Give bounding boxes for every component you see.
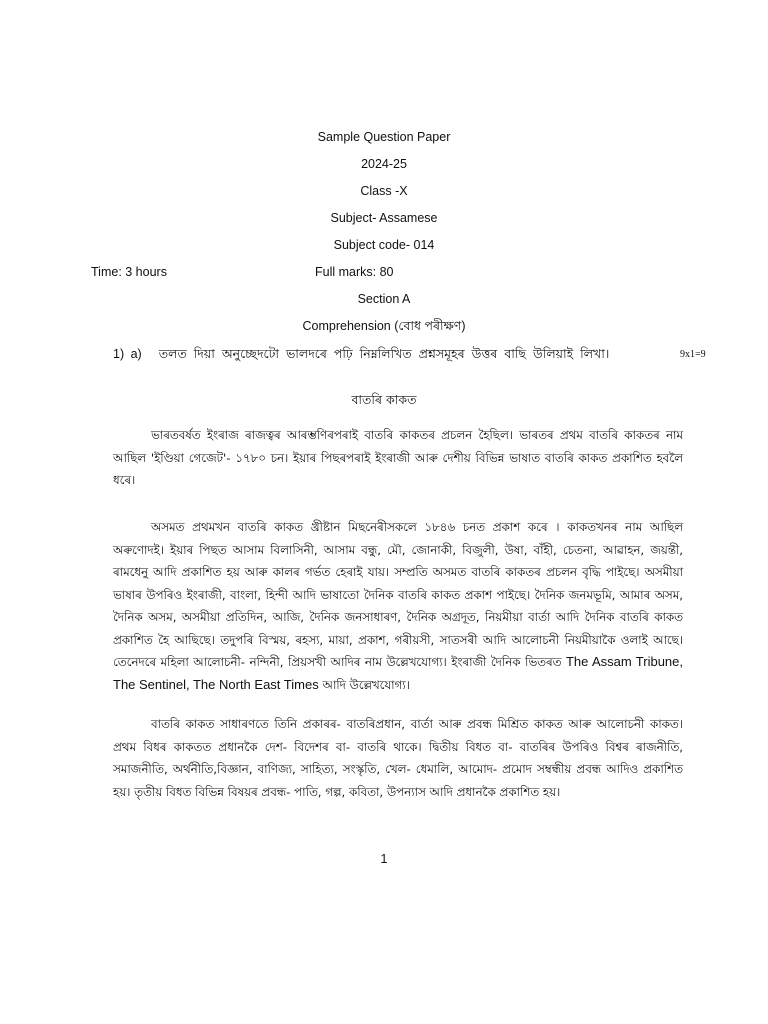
question-text: তলত দিয়া অনুচ্ছেদটো ভালদৰে পঢ়ি নিম্নলিখিত প্ৰশ্নসমূহৰ উত্তৰ বাছি উলিয়াই লিখা।: [158, 346, 610, 361]
paper-subject-code: Subject code- 014: [333, 238, 435, 252]
paragraph-2-ending: আদি উল্লেখযোগ্য।: [322, 677, 410, 692]
english-newspapers: The Assam Tribune, The Sentinel, The North East Times: [113, 654, 683, 692]
passage-paragraph-3: বাতৰি কাকত সাধাৰণতে তিনি প্ৰকাৰৰ- বাতৰিপ্ৰধান, বাৰ্তা আৰু প্ৰবন্ধ মিশ্ৰিত কাকত আৰু আলোচনী কাকত। প্ৰথম বিধৰ কাকতত প্ৰধানকৈ দেশ- বিদেশৰ বা- বাতৰি থাকে। দ্বিতীয় বিধত বা- বাতৰিৰ উপৰিও বিশ্বৰ ৰাজনীতি, সমাজনীতি, অৰ্থনীতি,বিজ্ঞান, বাণিজ্য, সাহিত্য, সংস্কৃতি, খেল- ধেমালি, আমোদ- প্ৰমোদ সম্বন্ধীয় প্ৰবন্ধ আদিও প্ৰকাশিত হয়। তৃতীয় বিধত বিভিন্ন বিষয়ৰ প্ৰবন্ধ- পাতি, গল্প, কবিতা, উপন্যাস আদি প্ৰধানকৈ প্ৰকাশিত হয়।: [113, 717, 683, 799]
question-number: 1) a): [113, 347, 142, 361]
paragraph-2-text: অসমত প্ৰথমখন বাতৰি কাকত খ্ৰীষ্টান মিছনেৰীসকলে ১৮৪৬ চনত প্ৰকাশ কৰে । কাকতখনৰ নাম আছিল অৰুণোদই। ইয়াৰ পিছত আসাম বিলাসিনী, আসাম বন্ধু, মৌ, জোনাকী, বিজুলী, উষা, বাঁহী, চেতনা, আৱাহন, জয়ন্তী, ৰামধেনু আদি প্ৰকাশিত হয় আৰু কালৰ গৰ্ভত হেৰাই যায়। সম্প্ৰতি অসমত বাতৰি কাকতৰ প্ৰচলন বৃদ্ধি পাইছে। অসমীয়া ভাষাৰ উপৰিও ইংৰাজী, বাংলা, হিন্দী আদি ভাষাতো দৈনিক বাতৰি কাকত প্ৰকাশ পাইছে। দৈনিক জনমভূমি, আমাৰ অসম, দৈনিক অসম, অসমীয়া প্ৰতিদিন, আজি, দৈনিক জনসাধাৰণ, দৈনিক অগ্ৰদূত, নিয়মীয়া বাৰ্তা আদি দৈনিক বাতৰি কাকত প্ৰকাশিত হৈ আছিছে। তদুপৰি বিস্ময়, ৰহস্য, মায়া, প্ৰকাশ, গৰীয়সী, সাতসৰী আদি আলোচনী নিয়মীয়াকৈ ওলাই আছে। তেনেদৰে মহিলা আলোচনী- নন্দিনী, প্ৰিয়সখী আদিৰ নাম উল্লেখযোগ্য। ইংৰাজী দৈনিক ভিতৰত: [113, 520, 683, 669]
paper-class: Class -X: [360, 184, 408, 198]
page-number: 1: [380, 852, 388, 866]
time-allowed: Time: 3 hours: [91, 265, 167, 279]
passage-heading: বাতৰি কাকত: [351, 392, 417, 407]
full-marks: Full marks: 80: [315, 265, 394, 279]
paper-session: 2024-25: [361, 157, 407, 171]
section-subtitle: Comprehension (বোধ পৰীক্ষণ): [302, 319, 466, 333]
question-marks: 9x1=9: [680, 349, 706, 360]
paper-subject: Subject- Assamese: [330, 211, 438, 225]
section-title: Section A: [357, 292, 411, 306]
passage-paragraph-1: ভাৰতবৰ্ষত ইংৰাজ ৰাজত্বৰ আৰম্ভণিৰপৰাই বাতৰি কাকতৰ প্ৰচলন হৈছিল। ভাৰতৰ প্ৰথম বাতৰি কাকতৰ নাম আছিল 'ইণ্ডিয়া গেজেট'- ১৭৮০ চন। ইয়াৰ পিছৰপৰাই ইংৰাজী আৰু দেশীয় বিভিন্ন ভাষাত বাতৰি কাকত প্ৰকাশিত হবলৈ ধৰে।: [113, 428, 683, 487]
passage-paragraph-2: [113, 516, 683, 696]
paper-title: Sample Question Paper: [317, 130, 451, 144]
question-1a: [113, 345, 673, 363]
